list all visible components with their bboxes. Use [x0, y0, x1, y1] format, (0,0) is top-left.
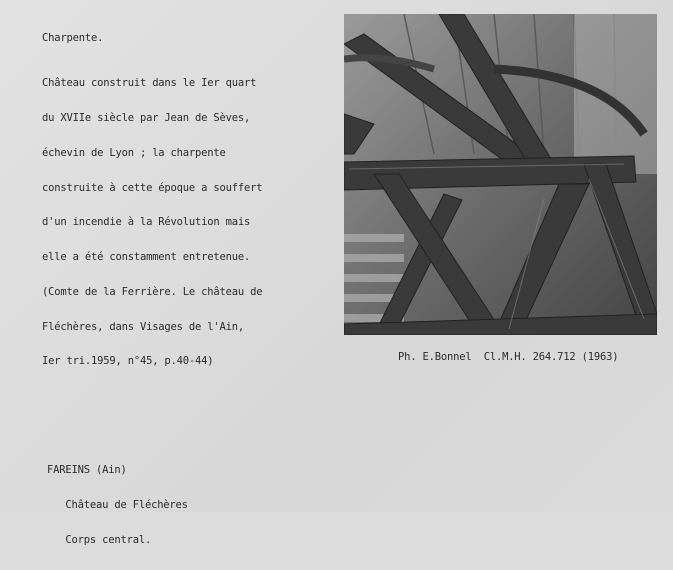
description-line: Ier tri.1959, n°45, p.40-44) [42, 355, 214, 368]
location-line: FAREINS (Ain) [47, 464, 127, 477]
description-line: du XVIIe siècle par Jean de Sèves, [42, 111, 251, 124]
description-line: elle a été constamment entretenue. [42, 251, 251, 264]
location-line: Château de Fléchères [47, 498, 188, 511]
photo-credit: Ph. E.Bonnel Cl.M.H. 264.712 (1963) [398, 351, 619, 363]
card-heading: Charpente. [42, 32, 104, 44]
roof-timber-photo [344, 14, 657, 335]
description-line: d'un incendie à la Révolution mais [42, 216, 251, 229]
location-block [47, 442, 188, 570]
description-block [42, 55, 262, 391]
description-line: construite à cette époque a souffert [42, 181, 263, 194]
location-line: Corps central. [47, 533, 152, 546]
description-line: Château construit dans le Ier quart [42, 77, 257, 90]
description-line: (Comte de la Ferrière. Le château de [42, 285, 263, 298]
description-line: échevin de Lyon ; la charpente [42, 146, 226, 159]
description-line: Fléchères, dans Visages de l'Ain, [42, 320, 245, 333]
